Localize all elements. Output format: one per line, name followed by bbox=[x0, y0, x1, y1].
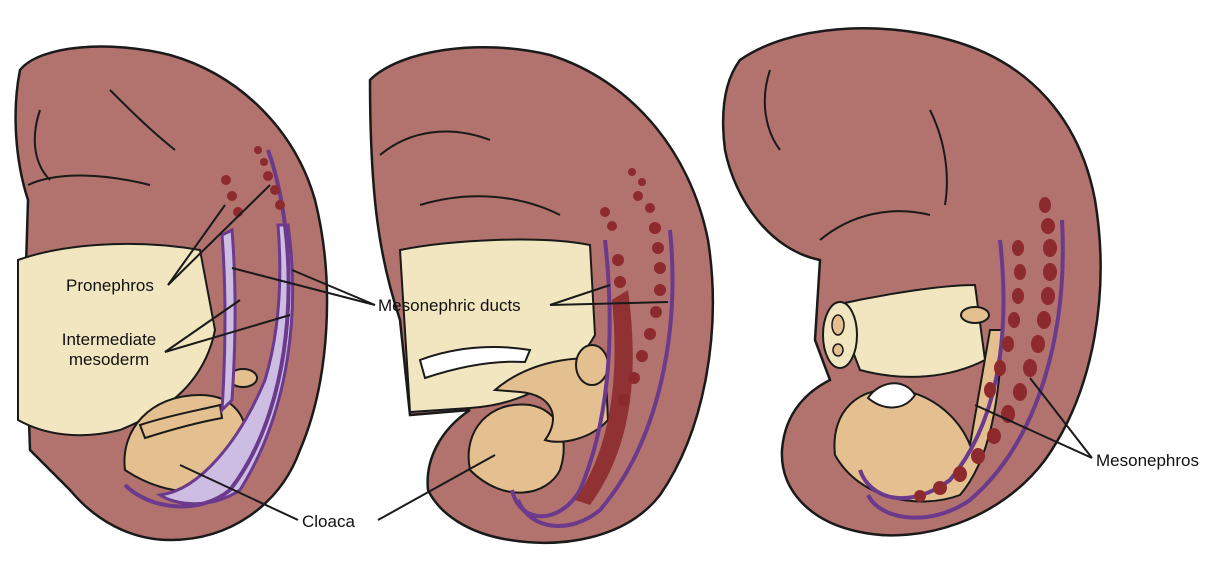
mesonephric-tubule bbox=[933, 481, 947, 495]
mesonephric-tubule bbox=[628, 372, 640, 384]
mesonephric-tubule bbox=[652, 242, 664, 254]
embryo-stage-1 bbox=[16, 47, 327, 540]
mesonephric-tubule bbox=[1037, 311, 1051, 329]
label-mesonephros: Mesonephros bbox=[1096, 451, 1200, 470]
embryo-1-intermediate-mesoderm-inner bbox=[222, 230, 235, 410]
embryo-3-yolk-stalk-lumen-2 bbox=[833, 344, 843, 356]
mesonephric-tubule bbox=[1013, 383, 1027, 401]
mesonephric-tubule bbox=[654, 284, 666, 296]
mesonephric-tubule bbox=[649, 222, 661, 234]
mesonephric-tubule bbox=[971, 448, 985, 464]
mesonephric-tubule bbox=[1039, 197, 1051, 213]
mesonephric-tubule bbox=[636, 350, 648, 362]
label-cloaca: Cloaca bbox=[302, 512, 355, 531]
pronephros-tubule bbox=[254, 146, 262, 154]
mesonephric-tubule bbox=[650, 306, 662, 318]
embryo-stage-3 bbox=[723, 28, 1100, 535]
mesonephric-tubule bbox=[654, 262, 666, 274]
pronephros-tubule bbox=[260, 158, 268, 166]
mesonephric-tubule bbox=[1012, 288, 1024, 304]
mesonephric-tubule bbox=[953, 466, 967, 482]
mesonephric-tubule bbox=[628, 168, 636, 176]
mesonephric-tubule bbox=[1041, 218, 1055, 234]
mesonephric-tubule bbox=[1043, 239, 1057, 257]
mesonephric-tubule bbox=[914, 490, 926, 502]
embryo-3-gut-opening bbox=[961, 307, 989, 323]
mesonephric-tubule bbox=[638, 178, 646, 186]
mesonephric-tubule bbox=[600, 207, 610, 217]
mesonephric-tubule bbox=[1008, 312, 1020, 328]
mesonephric-tubule bbox=[1012, 240, 1024, 256]
mesonephric-tubule bbox=[1041, 287, 1055, 305]
mesonephric-tubule bbox=[614, 276, 626, 288]
mesonephric-tubule bbox=[618, 394, 630, 406]
pronephros-tubule bbox=[270, 185, 280, 195]
pronephros-tubule bbox=[221, 175, 231, 185]
label-mesonephric-ducts: Mesonephric ducts bbox=[378, 296, 521, 315]
embryo-2-gut-opening bbox=[576, 345, 608, 385]
pronephros-tubule bbox=[263, 171, 273, 181]
pronephros-tubule bbox=[275, 200, 285, 210]
mesonephric-tubule bbox=[1014, 264, 1026, 280]
mesonephric-tubule bbox=[994, 360, 1006, 376]
label-intermediate-mesoderm bbox=[56, 330, 162, 370]
label-intermediate-line1: Intermediate bbox=[61, 330, 157, 349]
pronephros-tubule bbox=[227, 191, 237, 201]
label-pronephros: Pronephros bbox=[66, 276, 154, 295]
embryo-3-yolk-stalk-lumen-1 bbox=[832, 315, 844, 335]
mesonephric-tubule bbox=[1043, 263, 1057, 281]
mesonephric-tubule bbox=[987, 428, 1001, 444]
mesonephric-tubule bbox=[645, 203, 655, 213]
mesonephric-tubule bbox=[633, 191, 643, 201]
mesonephric-tubule bbox=[644, 328, 656, 340]
mesonephric-tubule bbox=[1031, 335, 1045, 353]
mesonephric-tubule bbox=[1002, 336, 1014, 352]
mesonephric-tubule bbox=[612, 254, 624, 266]
embryo-stage-2 bbox=[370, 47, 713, 543]
mesonephric-tubule bbox=[984, 382, 996, 398]
label-intermediate-line2: mesoderm bbox=[68, 350, 150, 369]
mesonephric-tubule bbox=[607, 221, 617, 231]
mesonephric-tubule bbox=[1023, 359, 1037, 377]
